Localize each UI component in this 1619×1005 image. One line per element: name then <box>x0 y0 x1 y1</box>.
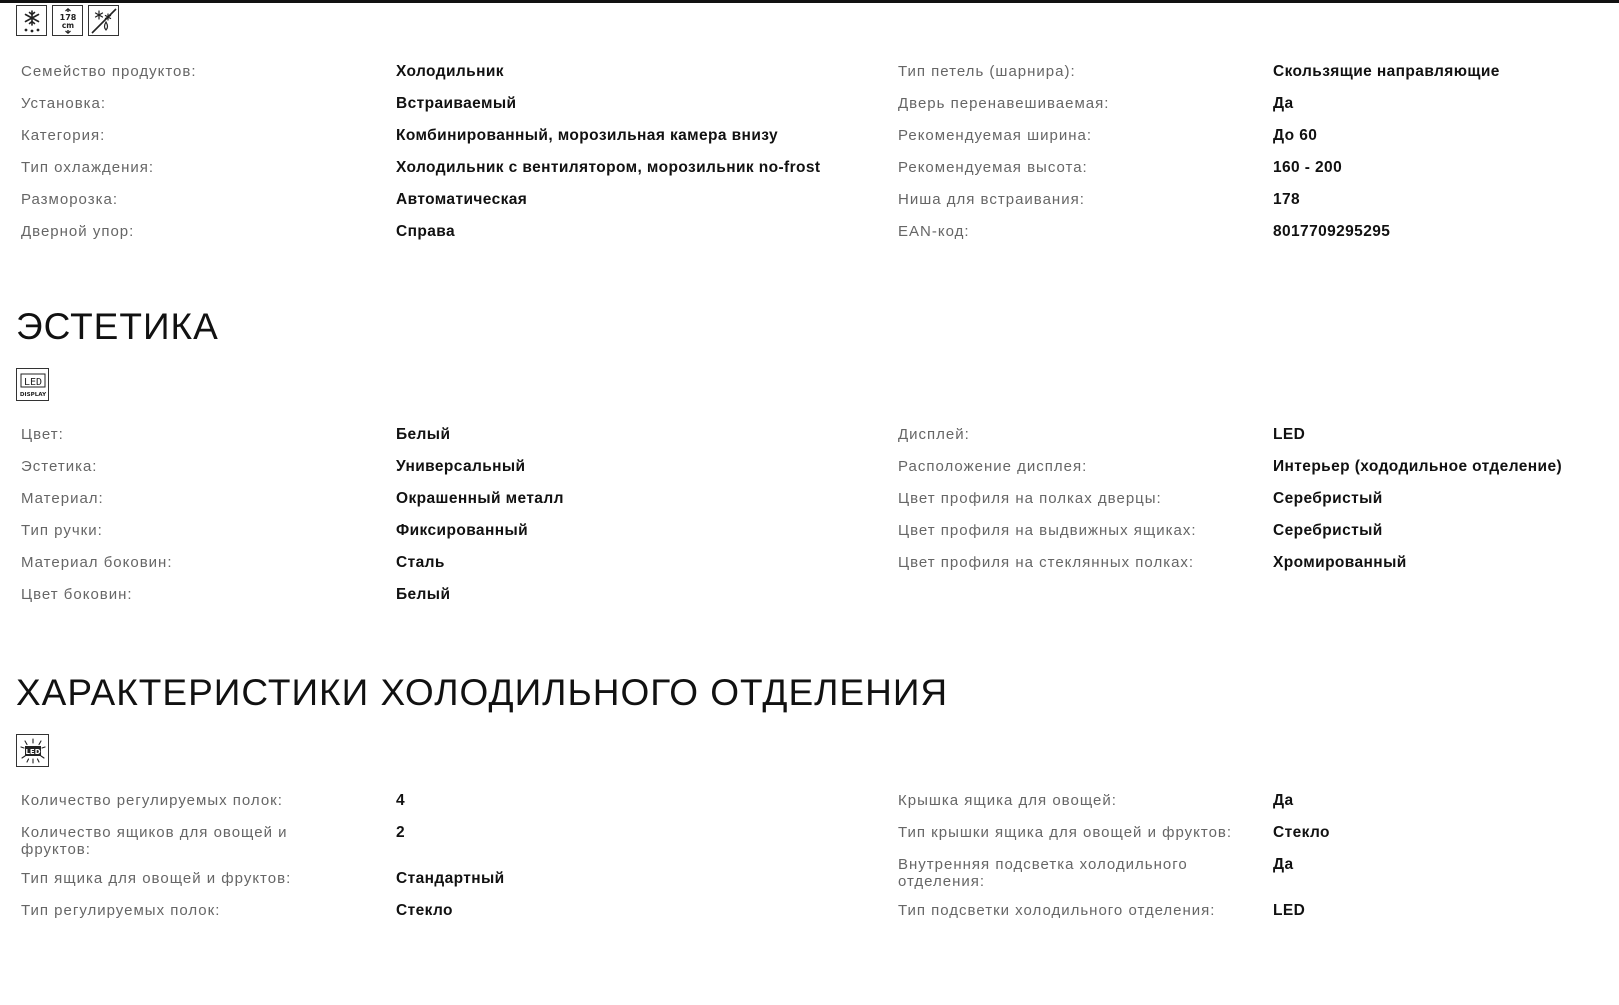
fridge-specs <box>16 792 1606 932</box>
spec-value: Серебристый <box>1273 490 1383 507</box>
spec-label: Тип ящика для овощей и фруктов: <box>21 870 292 887</box>
led-display-top-text: LED <box>23 376 42 388</box>
spec-row <box>898 458 1618 490</box>
aesthetics-feature-icons <box>16 368 1606 400</box>
general-specs-left <box>21 63 821 255</box>
spec-value: Фиксированный <box>396 522 529 539</box>
spec-row <box>21 159 821 191</box>
spec-row <box>898 127 1618 159</box>
spec-label: Цвет профиля на стеклянных полках: <box>898 554 1195 571</box>
height-178cm-icon <box>52 5 83 36</box>
spec-label: Тип крышки ящика для овощей и фруктов: <box>898 824 1233 841</box>
spec-value: Сталь <box>396 554 445 571</box>
spec-value: LED <box>1273 902 1306 919</box>
spec-value: Белый <box>396 426 451 443</box>
spec-value: LED <box>1273 426 1306 443</box>
spec-row <box>21 95 821 127</box>
spec-label: Эстетика: <box>21 458 98 475</box>
spec-value: Стекло <box>1273 824 1330 841</box>
spec-label: Рекомендуемая ширина: <box>898 127 1092 144</box>
fridge-specs-right <box>898 792 1618 934</box>
spec-label: Цвет профиля на выдвижных ящиках: <box>898 522 1197 539</box>
spec-row <box>898 95 1618 127</box>
spec-value: Холодильник с вентилятором, морозильник no-frost <box>396 159 821 176</box>
spec-row <box>898 792 1618 824</box>
spec-row <box>21 63 821 95</box>
spec-row <box>21 554 821 586</box>
spec-value: Справа <box>396 223 455 240</box>
spec-row <box>898 824 1618 856</box>
spec-value: 2 <box>396 824 406 841</box>
spec-value: Скользящие направляющие <box>1273 63 1500 80</box>
fridge-section <box>16 673 1606 932</box>
fridge-title: ХАРАКТЕРИСТИКИ ХОЛОДИЛЬНОГО ОТДЕЛЕНИЯ <box>16 672 949 713</box>
spec-row <box>898 554 1618 586</box>
spec-value: 4 <box>396 792 406 809</box>
aesthetics-specs-right <box>898 426 1618 586</box>
spec-value: Серебристый <box>1273 522 1383 539</box>
spec-value: Комбинированный, морозильная камера внизу <box>396 127 778 144</box>
spec-value: Универсальный <box>396 458 526 475</box>
spec-row <box>21 127 821 159</box>
general-specs <box>16 63 1606 263</box>
spec-value: Интерьер (хододильное отделение) <box>1273 458 1563 475</box>
spec-label: Тип ручки: <box>21 522 103 539</box>
spec-label: Дисплей: <box>898 426 970 443</box>
spec-label: Дверь перенавешиваемая: <box>898 95 1110 112</box>
spec-value: Да <box>1273 792 1294 809</box>
led-light-icon <box>16 734 49 767</box>
spec-label: Рекомендуемая высота: <box>898 159 1088 176</box>
spec-value: 8017709295295 <box>1273 223 1391 240</box>
spec-label: Расположение дисплея: <box>898 458 1088 475</box>
spec-row <box>21 426 821 458</box>
spec-row <box>21 824 821 870</box>
spec-value: 160 - 200 <box>1273 159 1343 176</box>
spec-row <box>21 870 821 902</box>
fridge-feature-icons <box>16 734 1606 766</box>
spec-value: Холодильник <box>396 63 504 80</box>
spec-label: Цвет профиля на полках дверцы: <box>898 490 1162 507</box>
led-light-text: LED <box>24 747 41 756</box>
spec-row <box>898 902 1618 934</box>
spec-row <box>21 490 821 522</box>
spec-label: Цвет боковин: <box>21 586 133 603</box>
spec-label: Установка: <box>21 95 107 112</box>
spec-label: EAN-код: <box>898 223 970 240</box>
general-feature-icons <box>16 5 1606 37</box>
snowflake-drops-icon <box>16 5 47 36</box>
spec-row <box>898 426 1618 458</box>
spec-row <box>21 792 821 824</box>
fridge-specs-left <box>21 792 821 934</box>
spec-label: Крышка ящика для овощей: <box>898 792 1117 809</box>
spec-page <box>16 5 1606 919</box>
led-display-icon <box>16 368 49 401</box>
spec-label: Внутренняя подсветка холодильного отделения: <box>898 856 1188 890</box>
spec-row <box>21 586 821 618</box>
height-unit: cm <box>61 20 74 30</box>
top-border <box>0 0 1619 3</box>
aesthetics-section <box>16 307 1606 626</box>
spec-row <box>898 522 1618 554</box>
spec-label: Цвет: <box>21 426 64 443</box>
spec-label: Разморозка: <box>21 191 119 208</box>
aesthetics-specs <box>16 426 1606 626</box>
spec-label: Ниша для встраивания: <box>898 191 1085 208</box>
spec-row <box>898 490 1618 522</box>
spec-label: Количество регулируемых полок: <box>21 792 283 809</box>
general-specs-right <box>898 63 1618 255</box>
aesthetics-specs-left <box>21 426 821 618</box>
spec-label: Тип петель (шарнира): <box>898 63 1076 80</box>
spec-label: Тип регулируемых полок: <box>21 902 221 919</box>
spec-row <box>21 191 821 223</box>
aesthetics-title: ЭСТЕТИКА <box>16 306 219 347</box>
spec-value: Хромированный <box>1273 554 1407 571</box>
spec-row <box>898 159 1618 191</box>
spec-row <box>21 223 821 255</box>
spec-row <box>21 902 821 934</box>
spec-value: Автоматическая <box>396 191 528 208</box>
spec-row <box>898 63 1618 95</box>
spec-value: До 60 <box>1273 127 1318 144</box>
spec-label: Категория: <box>21 127 106 144</box>
spec-label: Количество ящиков для овощей и фруктов: <box>21 824 288 858</box>
spec-row <box>21 458 821 490</box>
spec-label: Тип охлаждения: <box>21 159 155 176</box>
height-number: 178 <box>59 12 76 22</box>
spec-value: Встраиваемый <box>396 95 517 112</box>
led-display-bottom-text: DISPLAY <box>19 391 46 398</box>
spec-row <box>21 522 821 554</box>
spec-value: Окрашенный металл <box>396 490 564 507</box>
spec-label: Материал боковин: <box>21 554 173 571</box>
spec-value: Да <box>1273 95 1294 112</box>
spec-label: Семейство продуктов: <box>21 63 197 80</box>
spec-label: Материал: <box>21 490 104 507</box>
spec-label: Тип подсветки холодильного отделения: <box>898 902 1216 919</box>
spec-value: 178 <box>1273 191 1301 208</box>
spec-row <box>898 856 1618 902</box>
spec-value: Стекло <box>396 902 453 919</box>
spec-value: Белый <box>396 586 451 603</box>
spec-value: Стандартный <box>396 870 505 887</box>
spec-value: Да <box>1273 856 1294 873</box>
no-frost-icon <box>88 5 119 36</box>
spec-label: Дверной упор: <box>21 223 135 240</box>
spec-row <box>898 223 1618 255</box>
spec-row <box>898 191 1618 223</box>
